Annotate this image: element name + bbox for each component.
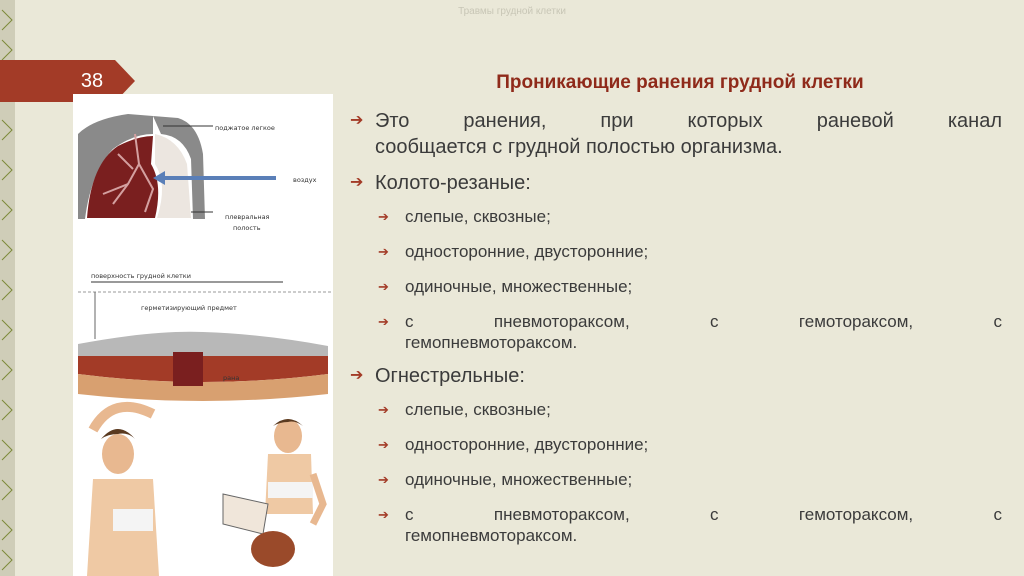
gunshot-wounds-heading: Огнестрельные: xyxy=(375,365,525,387)
label-pleural-1: плевральная xyxy=(225,213,270,221)
list-item-text: односторонние, двусторонние; xyxy=(405,242,649,261)
bullet-list xyxy=(350,108,1002,546)
list-item-text: одиночные, множественные; xyxy=(405,277,633,296)
list-item xyxy=(350,504,1002,546)
patient-figures xyxy=(87,407,323,576)
list-item xyxy=(350,108,1002,160)
list-item xyxy=(350,311,1002,353)
stab-wounds-heading: Колото-резаные: xyxy=(375,172,531,194)
list-item xyxy=(350,206,1002,227)
bullet-arrow-icon: ➔ xyxy=(378,437,389,452)
list-item-text: с пневмотораксом, с гемотораксом, с xyxy=(405,312,1002,331)
list-item-text: гемопневмотораксом. xyxy=(405,333,578,352)
header-caption: Травмы грудной клетки xyxy=(458,6,566,17)
bullet-arrow-icon: ➔ xyxy=(350,112,364,129)
label-sealing-object: герметизирующий предмет xyxy=(141,304,237,312)
list-item xyxy=(350,170,1002,196)
bullet-arrow-icon: ➔ xyxy=(378,472,389,487)
list-item xyxy=(350,469,1002,490)
bullet-arrow-icon: ➔ xyxy=(378,244,389,259)
list-item xyxy=(350,363,1002,389)
bullet-arrow-icon: ➔ xyxy=(378,402,389,417)
bullet-arrow-icon: ➔ xyxy=(378,279,389,294)
bullet-arrow-icon: ➔ xyxy=(378,209,389,224)
lung-diagram xyxy=(78,114,317,232)
definition-line-2: сообщается с грудной полостью организма. xyxy=(375,136,783,158)
label-chest-surface: поверхность грудной клетки xyxy=(91,272,191,280)
slide-number: 38 xyxy=(80,70,104,92)
list-item xyxy=(350,241,1002,262)
label-air: воздух xyxy=(293,176,317,184)
list-item-text: с пневмотораксом, с гемотораксом, с xyxy=(405,505,1002,524)
label-wound: рана xyxy=(223,374,240,382)
list-item-text: гемопневмотораксом. xyxy=(405,526,578,545)
chest-wound-illustration xyxy=(73,94,333,576)
list-item xyxy=(350,276,1002,297)
list-item xyxy=(350,434,1002,455)
bullet-arrow-icon: ➔ xyxy=(350,174,364,191)
definition-line-1: Это ранения, при которых раневой канал xyxy=(375,110,1002,132)
label-pleural-2: полость xyxy=(233,224,261,232)
list-item-text: односторонние, двусторонние; xyxy=(405,435,649,454)
list-item-text: одиночные, множественные; xyxy=(405,470,633,489)
wound-section xyxy=(78,272,333,401)
list-item-text: слепые, сквозные; xyxy=(405,207,551,226)
label-collapsed-lung: поджатое легкое xyxy=(215,124,275,132)
bullet-arrow-icon: ➔ xyxy=(378,507,389,522)
bullet-arrow-icon: ➔ xyxy=(350,367,364,384)
bullet-arrow-icon: ➔ xyxy=(378,314,389,329)
slide-title: Проникающие ранения грудной клетки xyxy=(496,72,864,93)
list-item-text: слепые, сквозные; xyxy=(405,400,551,419)
list-item xyxy=(350,399,1002,420)
